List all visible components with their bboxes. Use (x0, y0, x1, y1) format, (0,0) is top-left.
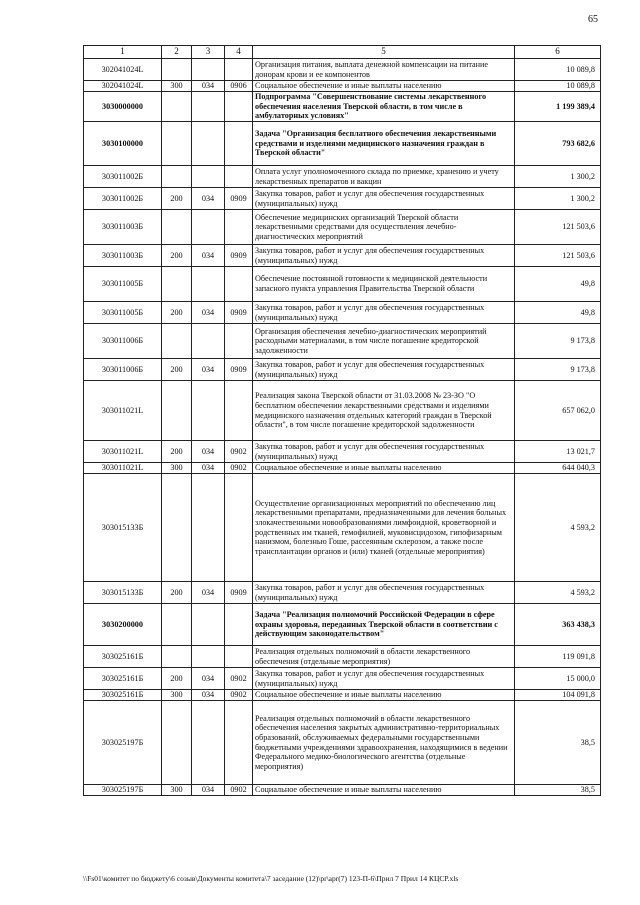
row-col-2: 200 (162, 668, 192, 690)
row-col-3 (192, 381, 225, 441)
header-col-6: 6 (515, 46, 601, 59)
row-amount: 49,8 (515, 267, 601, 302)
row-col-4 (225, 210, 253, 245)
row-description: Организация питания, выплата денежной компенсации на питание донорам крови и ее компонентов (253, 59, 515, 81)
row-col-3 (192, 166, 225, 188)
budget-table (83, 45, 601, 796)
row-amount: 104 091,8 (515, 690, 601, 701)
table-row (84, 122, 601, 166)
row-col-3: 034 (192, 302, 225, 324)
row-code: 3030200000 (84, 604, 162, 646)
row-col-2 (162, 701, 192, 785)
table-row (84, 81, 601, 92)
row-amount: 121 503,6 (515, 245, 601, 267)
row-amount: 644 040,3 (515, 463, 601, 474)
row-col-2 (162, 166, 192, 188)
row-description: Социальное обеспечение и иные выплаты населению (253, 81, 515, 92)
row-col-4 (225, 604, 253, 646)
row-col-2 (162, 381, 192, 441)
row-col-4: 0906 (225, 81, 253, 92)
table-header-row (84, 46, 601, 59)
row-code: 3030100000 (84, 122, 162, 166)
row-col-4 (225, 166, 253, 188)
table-row (84, 92, 601, 122)
row-code: 302041024L (84, 59, 162, 81)
row-col-4: 0909 (225, 359, 253, 381)
row-col-3: 034 (192, 668, 225, 690)
header-col-3: 3 (192, 46, 225, 59)
table-row (84, 188, 601, 210)
row-code: 3030000000 (84, 92, 162, 122)
table-row (84, 646, 601, 668)
row-code: 302041024L (84, 81, 162, 92)
row-amount: 15 000,0 (515, 668, 601, 690)
row-col-3: 034 (192, 188, 225, 210)
table-row (84, 267, 601, 302)
row-description: Реализация закона Тверской области от 31.03.2008 № 23-ЗО "О бесплатном обеспечении лекарственными средствами и изделиями медицинского назначения отдельных категорий граждан в Тверской области", в том числе погашение кредиторской задолженности (253, 381, 515, 441)
row-col-2 (162, 210, 192, 245)
row-col-2: 200 (162, 359, 192, 381)
row-code: 303011021L (84, 381, 162, 441)
row-amount: 1 300,2 (515, 188, 601, 210)
row-col-2 (162, 604, 192, 646)
table-row (84, 474, 601, 582)
row-amount: 49,8 (515, 302, 601, 324)
row-amount: 1 300,2 (515, 166, 601, 188)
row-col-2: 300 (162, 785, 192, 796)
row-description: Обеспечение медицинских организаций Тверской области лекарственными средствами для осуществления лечебно-диагностических мероприятий (253, 210, 515, 245)
row-code: 303011005Б (84, 302, 162, 324)
table-row (84, 690, 601, 701)
row-code: 303011005Б (84, 267, 162, 302)
row-amount: 657 062,0 (515, 381, 601, 441)
row-col-4 (225, 646, 253, 668)
row-amount: 793 682,6 (515, 122, 601, 166)
table-row (84, 302, 601, 324)
row-col-2 (162, 92, 192, 122)
row-code: 303011002Б (84, 188, 162, 210)
table-row (84, 701, 601, 785)
row-description: Реализация отдельных полномочий в области лекарственного обеспечения (отдельные мероприятия) (253, 646, 515, 668)
row-col-4 (225, 701, 253, 785)
row-col-2: 200 (162, 188, 192, 210)
row-amount: 38,5 (515, 701, 601, 785)
row-col-4 (225, 474, 253, 582)
row-col-3: 034 (192, 359, 225, 381)
row-col-3 (192, 122, 225, 166)
header-col-5: 5 (253, 46, 515, 59)
row-col-2: 200 (162, 441, 192, 463)
row-amount: 38,5 (515, 785, 601, 796)
row-description: Задача "Реализация полномочий Российской Федерации в сфере охраны здоровья, переданных Тверской области в соответствии с действующим законодательством" (253, 604, 515, 646)
row-description: Закупка товаров, работ и услуг для обеспечения государственных (муниципальных) нужд (253, 441, 515, 463)
row-col-3: 034 (192, 463, 225, 474)
row-amount: 10 089,8 (515, 81, 601, 92)
row-col-4: 0902 (225, 463, 253, 474)
row-description: Закупка товаров, работ и услуг для обеспечения государственных (муниципальных) нужд (253, 668, 515, 690)
row-amount: 4 593,2 (515, 474, 601, 582)
row-col-3: 034 (192, 245, 225, 267)
row-col-4 (225, 92, 253, 122)
row-col-4: 0909 (225, 188, 253, 210)
row-code: 303011006Б (84, 359, 162, 381)
row-amount: 119 091,8 (515, 646, 601, 668)
row-col-2: 300 (162, 690, 192, 701)
row-col-3: 034 (192, 690, 225, 701)
row-col-3 (192, 474, 225, 582)
row-col-3: 034 (192, 785, 225, 796)
row-col-2: 200 (162, 302, 192, 324)
row-code: 303011006Б (84, 324, 162, 359)
row-col-4 (225, 324, 253, 359)
row-col-3: 034 (192, 582, 225, 604)
row-code: 303011021L (84, 441, 162, 463)
row-code: 303011002Б (84, 166, 162, 188)
row-col-3 (192, 604, 225, 646)
row-description: Подпрограмма "Совершенствование системы лекарственного обеспечения населения Тверской области, в том числе в амбулаторных условиях" (253, 92, 515, 122)
row-code: 303015133Б (84, 582, 162, 604)
row-col-2 (162, 122, 192, 166)
row-col-4 (225, 267, 253, 302)
row-description: Реализация отдельных полномочий в области лекарственного обеспечения населения закрытых административно-территориальных образований, обслуживаемых федеральными государственными бюджетными учреждениями здравоохранения, находящимися в ведении Федерального медико-биологического агентства (отдельные мероприятия) (253, 701, 515, 785)
row-col-2 (162, 324, 192, 359)
row-description: Закупка товаров, работ и услуг для обеспечения государственных (муниципальных) нужд (253, 582, 515, 604)
row-col-4: 0902 (225, 668, 253, 690)
row-code: 303025197Б (84, 785, 162, 796)
table-row (84, 324, 601, 359)
row-col-4: 0902 (225, 785, 253, 796)
row-amount: 9 173,8 (515, 324, 601, 359)
row-col-4: 0902 (225, 690, 253, 701)
row-code: 303025197Б (84, 701, 162, 785)
row-description: Обеспечение постоянной готовности к медицинской деятельности запасного пункта управления Правительства Тверской области (253, 267, 515, 302)
row-col-2: 300 (162, 463, 192, 474)
row-description: Социальное обеспечение и иные выплаты населению (253, 463, 515, 474)
row-col-3 (192, 646, 225, 668)
row-col-4: 0909 (225, 245, 253, 267)
row-description: Социальное обеспечение и иные выплаты населению (253, 785, 515, 796)
row-description: Закупка товаров, работ и услуг для обеспечения государственных (муниципальных) нужд (253, 245, 515, 267)
row-code: 303011003Б (84, 210, 162, 245)
row-col-2 (162, 59, 192, 81)
row-description: Оплата услуг уполномоченного склада по приемке, хранению и учету лекарственных препаратов и вакцин (253, 166, 515, 188)
row-col-3 (192, 59, 225, 81)
row-col-3 (192, 701, 225, 785)
row-description: Закупка товаров, работ и услуг для обеспечения государственных (муниципальных) нужд (253, 302, 515, 324)
row-col-2: 300 (162, 81, 192, 92)
row-col-4: 0909 (225, 302, 253, 324)
table-row (84, 463, 601, 474)
row-col-4: 0902 (225, 441, 253, 463)
row-description: Задача "Организация бесплатного обеспечения лекарственными средствами и изделиями медицинского назначения граждан в Тверской области" (253, 122, 515, 166)
row-code: 303011003Б (84, 245, 162, 267)
row-col-3 (192, 267, 225, 302)
row-description: Закупка товаров, работ и услуг для обеспечения государственных (муниципальных) нужд (253, 188, 515, 210)
row-col-2 (162, 474, 192, 582)
row-amount: 121 503,6 (515, 210, 601, 245)
row-amount: 4 593,2 (515, 582, 601, 604)
row-code: 303025161Б (84, 690, 162, 701)
row-col-3 (192, 210, 225, 245)
row-amount: 1 199 389,4 (515, 92, 601, 122)
row-col-3 (192, 324, 225, 359)
table-row (84, 441, 601, 463)
row-amount: 10 089,8 (515, 59, 601, 81)
row-code: 303025161Б (84, 646, 162, 668)
row-amount: 363 438,3 (515, 604, 601, 646)
row-code: 303011021L (84, 463, 162, 474)
header-col-2: 2 (162, 46, 192, 59)
row-col-3: 034 (192, 441, 225, 463)
table-row (84, 59, 601, 81)
row-code: 303015133Б (84, 474, 162, 582)
row-col-2 (162, 646, 192, 668)
header-col-1: 1 (84, 46, 162, 59)
row-amount: 13 021,7 (515, 441, 601, 463)
row-description: Закупка товаров, работ и услуг для обеспечения государственных (муниципальных) нужд (253, 359, 515, 381)
row-description: Организация обеспечения лечебно-диагностических мероприятий расходными материалами, в том числе погашение кредиторской задолженности (253, 324, 515, 359)
row-col-3: 034 (192, 81, 225, 92)
row-col-4: 0909 (225, 582, 253, 604)
row-col-2 (162, 267, 192, 302)
row-col-2: 200 (162, 582, 192, 604)
row-description: Социальное обеспечение и иные выплаты населению (253, 690, 515, 701)
table-row (84, 668, 601, 690)
row-col-3 (192, 92, 225, 122)
file-path-footer: \\Fs01\комитет по бюджету\6 созыв\Документы комитета\7 заседание (12)\pr\apr(7) 123-П-6\Прил 7 Прил 14 КЦСР.xls (83, 874, 459, 883)
row-col-4 (225, 381, 253, 441)
row-description: Осуществление организационных мероприятий по обеспечению лиц лекарственными препаратами, предназначенными для лечения больных злокачественными новообразованиями лимфоидной, кроветворной и родственных им тканей, гемофилией, муковисцидозом, гипофизарным нанизмом, болезнью Гоше, рассеянным склерозом, а также после трансплантации органов и (или) тканей (отдельные мероприятия) (253, 474, 515, 582)
row-col-4 (225, 59, 253, 81)
table-row (84, 166, 601, 188)
budget-table-body (84, 46, 601, 796)
table-row (84, 604, 601, 646)
table-row (84, 359, 601, 381)
row-col-4 (225, 122, 253, 166)
table-row (84, 785, 601, 796)
table-row (84, 210, 601, 245)
row-amount: 9 173,8 (515, 359, 601, 381)
table-row (84, 582, 601, 604)
table-row (84, 245, 601, 267)
table-row (84, 381, 601, 441)
row-col-2: 200 (162, 245, 192, 267)
row-code: 303025161Б (84, 668, 162, 690)
page-number: 65 (588, 14, 598, 25)
header-col-4: 4 (225, 46, 253, 59)
